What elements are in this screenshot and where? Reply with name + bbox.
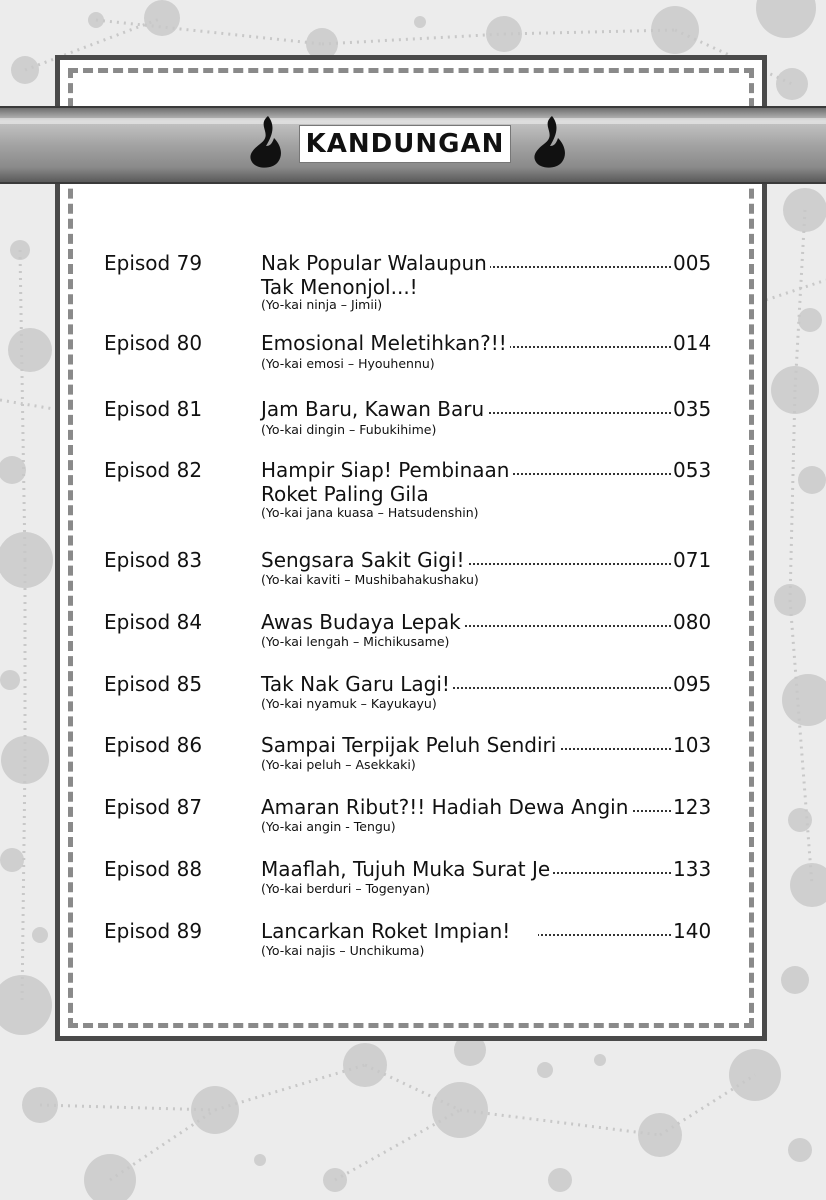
episode-subtitle: (Yo-kai najis – Unchikuma) [261, 943, 425, 958]
episode-subtitle: (Yo-kai nyamuk – Kayukayu) [261, 696, 437, 711]
episode-number: Episod 83 [104, 548, 203, 572]
episode-number: Episod 84 [104, 610, 203, 634]
page-number: 140 [673, 919, 712, 943]
episode-title: Jam Baru, Kawan Baru [261, 397, 671, 421]
page-number: 005 [673, 251, 712, 275]
episode-title: Sampai Terpijak Peluh Sendiri [261, 733, 671, 757]
flame-right-icon [530, 114, 570, 170]
page-number: 080 [673, 610, 712, 634]
episode-subtitle: (Yo-kai lengah – Michikusame) [261, 634, 450, 649]
episode-subtitle: (Yo-kai ninja – Jimii) [261, 297, 383, 312]
page-number: 071 [673, 548, 712, 572]
page-number: 133 [673, 857, 712, 881]
episode-number: Episod 88 [104, 857, 203, 881]
episode-subtitle: (Yo-kai angin - Tengu) [261, 819, 396, 834]
episode-number: Episod 80 [104, 331, 203, 355]
page-title: KANDUNGAN [305, 129, 505, 159]
episode-title: Amaran Ribut?!! Hadiah Dewa Angin [261, 795, 671, 819]
episode-subtitle: (Yo-kai berduri – Togenyan) [261, 881, 431, 896]
episode-number: Episod 81 [104, 397, 203, 421]
episode-title: Hampir Siap! Pembinaan Roket Paling Gila [261, 458, 671, 506]
episode-subtitle: (Yo-kai jana kuasa – Hatsudenshin) [261, 505, 479, 520]
episode-number: Episod 89 [104, 919, 203, 943]
episode-subtitle: (Yo-kai emosi – Hyouhennu) [261, 356, 435, 371]
episode-number: Episod 85 [104, 672, 203, 696]
page-number: 123 [673, 795, 712, 819]
page-number: 095 [673, 672, 712, 696]
episode-title: Maaflah, Tujuh Muka Surat Je [261, 857, 671, 881]
episode-title: Tak Nak Garu Lagi! [261, 672, 671, 696]
episode-number: Episod 82 [104, 458, 203, 482]
episode-subtitle: (Yo-kai peluh – Asekkaki) [261, 757, 416, 772]
page-number: 014 [673, 331, 712, 355]
episode-number: Episod 86 [104, 733, 203, 757]
episode-title: Lancarkan Roket Impian! [261, 919, 671, 943]
page-number: 035 [673, 397, 712, 421]
episode-title: Awas Budaya Lepak [261, 610, 671, 634]
episode-title: Sengsara Sakit Gigi! [261, 548, 671, 572]
page-number: 053 [673, 458, 712, 482]
title-box [299, 125, 511, 163]
episode-number: Episod 79 [104, 251, 203, 275]
episode-subtitle: (Yo-kai kaviti – Mushibahakushaku) [261, 572, 479, 587]
episode-title: Emosional Meletihkan?!! [261, 331, 671, 355]
episode-title: Nak Popular Walaupun Tak Menonjol...! [261, 251, 671, 299]
episode-subtitle: (Yo-kai dingin – Fubukihime) [261, 422, 437, 437]
episode-number: Episod 87 [104, 795, 203, 819]
page-number: 103 [673, 733, 712, 757]
flame-left-icon [246, 114, 286, 170]
